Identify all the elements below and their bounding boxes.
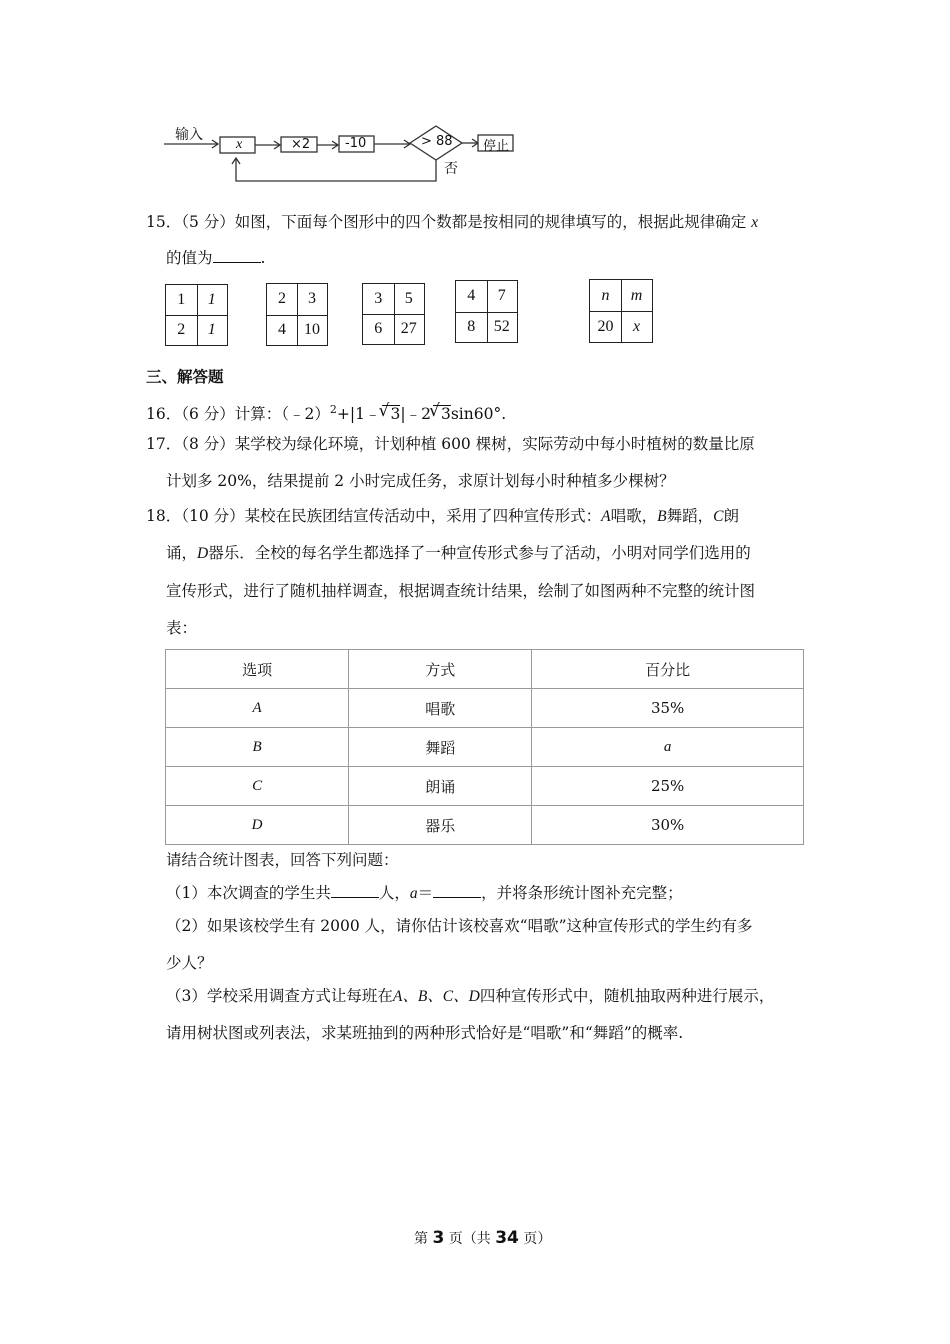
q16-text: 计算：（﹣2） xyxy=(234,405,330,424)
grid-cell: 20 xyxy=(597,317,614,335)
q16-sqrt2: √ 3 xyxy=(433,405,451,422)
q17-line1 xyxy=(146,433,755,455)
grid-cell: 3 xyxy=(374,290,383,307)
q18-line2 xyxy=(166,542,751,565)
grid-cell: 1 xyxy=(207,291,216,308)
q16-part1: +|1﹣ xyxy=(336,405,381,424)
table-cell: 舞蹈 xyxy=(349,728,532,767)
table-cell: a xyxy=(532,728,804,767)
q15-answer-blank xyxy=(213,247,261,263)
grid-cell: 7 xyxy=(497,287,506,305)
q18-sub1-a: a xyxy=(409,885,418,902)
q16-points: （6 分） xyxy=(181,405,235,424)
q15-grid-5 xyxy=(589,279,653,343)
table-header: 选项 xyxy=(166,650,349,689)
grid-cell: 2 xyxy=(278,290,286,308)
q18-A: A xyxy=(601,508,611,525)
grid-cell: 4 xyxy=(467,287,476,305)
q18-sub3a: （3）学校采用调查方式让每班在 xyxy=(166,987,393,1005)
q18-line1 xyxy=(146,505,739,528)
q18-sub1-blank2 xyxy=(433,882,481,898)
grid-cell: 1 xyxy=(177,291,186,308)
table-cell: A xyxy=(166,689,349,728)
q18-sub1a: （1）本次调查的学生共 xyxy=(166,884,331,902)
grid-cell: 52 xyxy=(493,317,510,335)
grid-cell: 2 xyxy=(177,321,186,338)
q15-grid-4 xyxy=(455,280,518,343)
grid-cell: x xyxy=(632,317,641,335)
grid-cell: 1 xyxy=(207,321,216,338)
q16-sqrt1: √ 3 xyxy=(382,405,400,422)
q18-text2a: 诵， xyxy=(166,544,198,562)
table-header: 方式 xyxy=(349,650,532,689)
section-title: 三、解答题 xyxy=(146,367,224,386)
q18-sub1d: ，并将条形统计图补充完整； xyxy=(481,884,683,902)
q15-points: （5 分） xyxy=(181,213,235,231)
q18-number: 18． xyxy=(146,507,182,525)
flowchart xyxy=(160,118,520,184)
grid-cell: 27 xyxy=(400,320,417,337)
q16-sup: 2 xyxy=(329,403,337,416)
q18-sub1b: 人， xyxy=(378,884,410,902)
table-cell: 35% xyxy=(532,689,804,728)
q18-text1d: 朗 xyxy=(723,507,739,525)
grid-cell: 3 xyxy=(308,290,316,308)
flow-compare-box: > 88 xyxy=(421,134,453,149)
flow-input-label: 输入 xyxy=(175,127,203,143)
footer-total: 34 xyxy=(495,1228,519,1248)
table-cell: 唱歌 xyxy=(349,689,532,728)
q18-sub3-letters: A、B、C、D xyxy=(392,988,480,1005)
grid-cell: 4 xyxy=(278,320,286,338)
q17-points: （8 分） xyxy=(181,435,235,453)
q18-D: D xyxy=(197,545,209,562)
footer-pre: 第 xyxy=(414,1231,433,1247)
flow-times2-box: ×2 xyxy=(291,137,311,152)
q15-line1 xyxy=(146,211,758,234)
q18-text1c: 舞蹈， xyxy=(666,507,714,525)
q18-line3: 宣传形式，进行了随机抽样调查，根据调查统计结果，绘制了如图两种不完整的统计图 xyxy=(166,582,756,600)
q17-number: 17． xyxy=(146,435,182,453)
q18-sub3-line1 xyxy=(166,985,774,1008)
grid-cell: 10 xyxy=(304,320,320,338)
table-header: 百分比 xyxy=(532,650,804,689)
q15-line2 xyxy=(166,247,265,269)
footer-post: 页） xyxy=(518,1231,552,1247)
q18-text2b: 器乐．全校的每名学生都选择了一种宣传形式参与了活动，小明对同学们选用的 xyxy=(208,544,751,562)
q17-line2: 计划多 20%，结果提前 2 小时完成任务，求原计划每小时种植多少棵树？ xyxy=(166,472,675,490)
table-row xyxy=(166,806,804,845)
table-cell: D xyxy=(166,806,349,845)
table-row xyxy=(166,689,804,728)
q15-text2-end: . xyxy=(260,249,266,267)
q18-B: B xyxy=(657,508,667,525)
q15-var: x xyxy=(751,214,759,231)
q17-text1: 某学校为绿化环境，计划种植 600 棵树，实际劳动中每小时植树的数量比原 xyxy=(234,435,755,453)
q15-number: 15． xyxy=(146,213,182,231)
flow-minus10-box: -10 xyxy=(345,136,367,151)
table-cell: 器乐 xyxy=(349,806,532,845)
table-cell: 25% xyxy=(532,767,804,806)
table-row xyxy=(166,767,804,806)
page-footer xyxy=(414,1228,551,1248)
grid-cell: 5 xyxy=(404,290,413,307)
table-cell: 朗诵 xyxy=(349,767,532,806)
q16-part2: |﹣2 xyxy=(400,405,431,424)
table-cell: C xyxy=(166,767,349,806)
q16-part3: sin60°. xyxy=(450,405,507,424)
q15-text2: 的值为 xyxy=(166,249,213,267)
grid-cell: 6 xyxy=(374,320,383,337)
q18-sub2b: 少人？ xyxy=(166,954,213,972)
q18-C: C xyxy=(713,508,724,525)
q18-prompt: 请结合统计图表，回答下列问题： xyxy=(166,851,399,869)
q16-number: 16． xyxy=(146,405,182,424)
q15-grid-1 xyxy=(165,284,228,346)
q18-points: （10 分） xyxy=(181,507,245,525)
q18-sub3c: 请用树状图或列表法，求某班抽到的两种形式恰好是“唱歌”和“舞蹈”的概率. xyxy=(166,1024,684,1042)
q18-sub1 xyxy=(166,882,683,905)
grid-cell: n xyxy=(601,286,610,304)
q16-line xyxy=(146,399,506,425)
q18-sub2a: （2）如果该校学生有 2000 人，请你估计该校喜欢“唱歌”这种宣传形式的学生约有多 xyxy=(166,917,753,935)
grid-cell: 8 xyxy=(467,317,476,335)
table-cell: B xyxy=(166,728,349,767)
footer-page: 3 xyxy=(432,1228,445,1248)
table-cell: 30% xyxy=(532,806,804,845)
footer-mid: 页（共 xyxy=(444,1231,496,1247)
q15-text1: 如图，下面每个图形中的四个数都是按相同的规律填写的，根据此规律确定 xyxy=(234,213,747,231)
q18-sub3b: 四种宣传形式中，随机抽取两种进行展示， xyxy=(479,987,775,1005)
table-row xyxy=(166,728,804,767)
survey-table xyxy=(165,649,804,845)
flow-no-label: 否 xyxy=(444,161,458,177)
q18-line4: 表： xyxy=(166,619,198,637)
table-header-row xyxy=(166,650,804,689)
q18-text1b: 唱歌， xyxy=(610,507,658,525)
q18-sub1-blank1 xyxy=(331,882,379,898)
q18-text1a: 某校在民族团结宣传活动中，采用了四种宣传形式： xyxy=(244,507,602,525)
q15-grid-3 xyxy=(362,283,425,345)
q18-sub1c: ＝ xyxy=(417,884,434,902)
q15-grid-2 xyxy=(266,283,328,346)
flow-stop-box: 停止 xyxy=(483,139,510,154)
grid-cell: m xyxy=(630,286,643,304)
flow-x-box: x xyxy=(236,137,243,152)
